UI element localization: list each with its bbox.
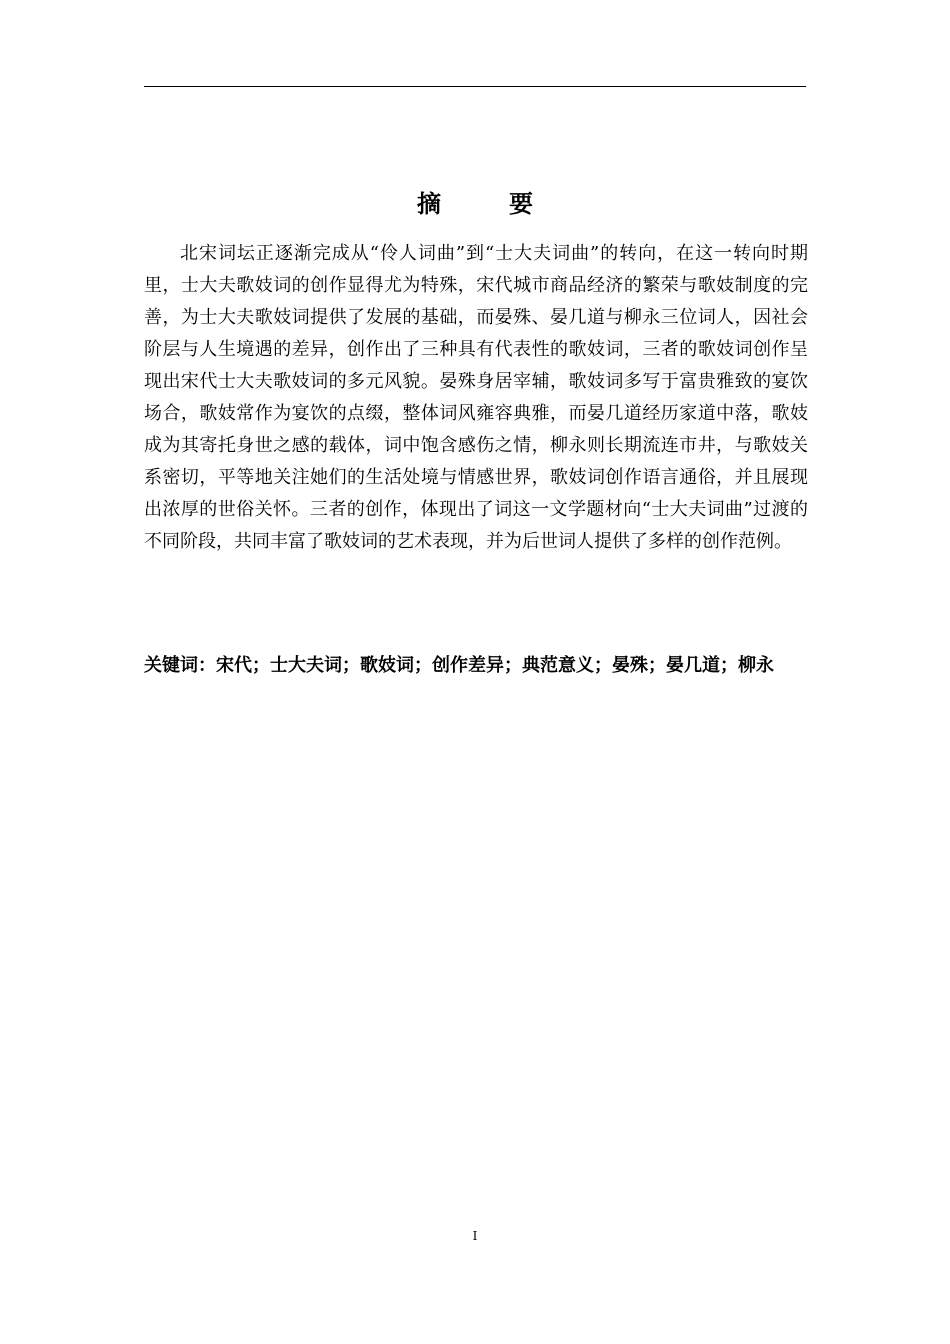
page-title: 摘 要 — [417, 190, 555, 218]
header-rule — [144, 86, 806, 87]
keywords-line: 关键词：宋代；士大夫词；歌妓词；创作差异；典范意义；晏殊；晏几道；柳永 — [144, 655, 774, 676]
page-number: I — [472, 1229, 478, 1243]
abstract-paragraph: 北宋词坛正逐渐完成从“伶人词曲”到“士大夫词曲”的转向，在这一转向时期里，士大夫歌妓词的创作显得尤为特殊，宋代城市商品经济的繁荣与歌妓制度的完善，为士大夫歌妓词提供了发展的基础，而晏殊、晏几道与柳永三位词人，因社会阶层与人生境遇的差异，创作出了三种具有代表性的歌妓词，三者的歌妓词创作呈现出宋代士大夫歌妓词的多元风貌。晏殊身居宰辅，歌妓词多写于富贵雅致的宴饮场合，歌妓常作为宴饮的点缀，整体词风雍容典雅，而晏几道经历家道中落，歌妓成为其寄托身世之感的载体，词中饱含感伤之情，柳永则长期流连市井，与歌妓关系密切，平等地关注她们的生活处境与情感世界，歌妓词创作语言通俗，并且展现出浓厚的世俗关怀。三者的创作，体现出了词这一文学题材向“士大夫词曲”过渡的不同阶段，共同丰富了歌妓词的艺术表现，并为后世词人提供了多样的创作范例。 — [144, 243, 808, 552]
